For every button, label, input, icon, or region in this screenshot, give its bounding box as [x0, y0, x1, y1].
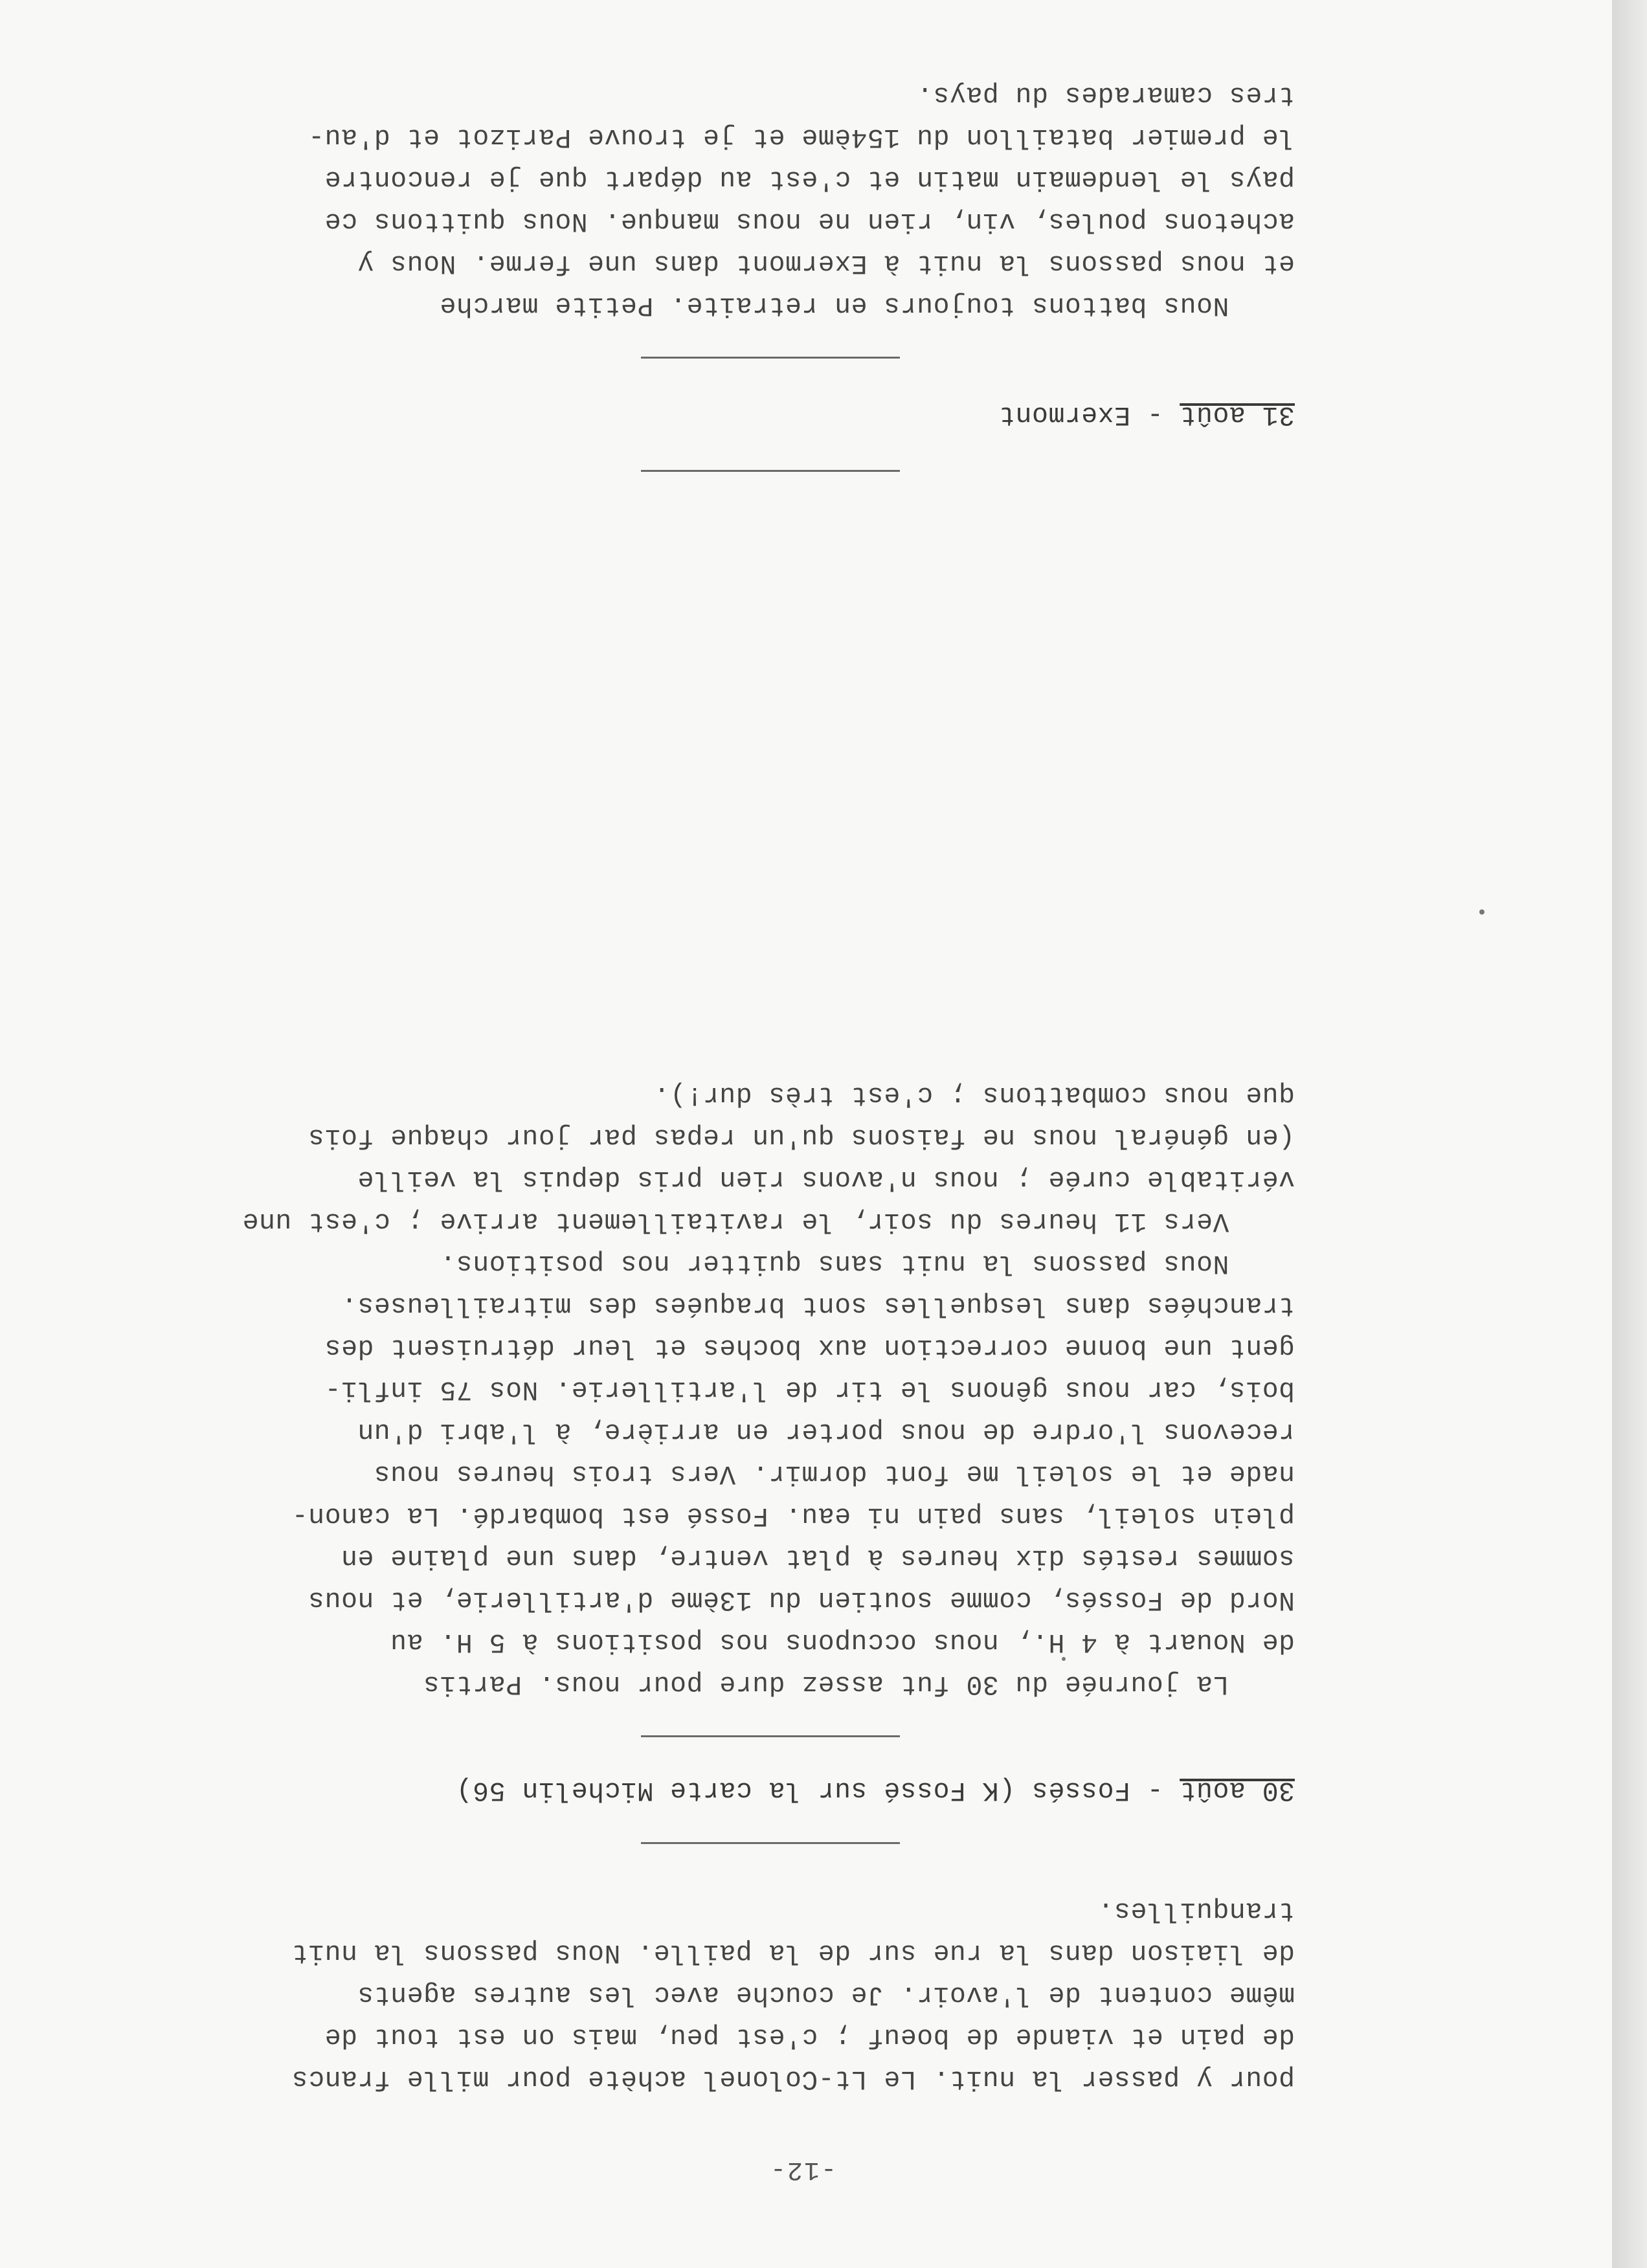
heading-date: 31 août — [1180, 399, 1295, 430]
separator-line — [641, 1842, 900, 1844]
text-line: de liaison dans la rue sur de la paille. Nous passons la nuit — [291, 1937, 1295, 1968]
section-heading-31-aout — [999, 399, 1295, 430]
paragraph-block-1 — [19, 1889, 1295, 2100]
text-line: plein soleil, sans pain ni eau. Fossé est bombardé. La canon- — [291, 1500, 1295, 1531]
scan-background-edge — [1612, 0, 1647, 2268]
heading-date: 30 août — [1180, 1775, 1295, 1805]
text-line: que nous combattons ; c'est très dur!). — [653, 1080, 1295, 1110]
text-line: tranchées dans lesquelles sont braquées des mitrailleuses. — [341, 1290, 1295, 1320]
separator-line — [641, 357, 900, 359]
text-line: recevons l'ordre de nous porter en arrière, à l'abri d'un — [357, 1416, 1295, 1447]
text-line: Nous passons la nuit sans quitter nos positions. — [439, 1248, 1295, 1278]
paper-speck — [1062, 1657, 1066, 1661]
text-line: nade et le soleil me font dormir. Vers trois heures nous — [374, 1458, 1295, 1489]
text-line: le premier bataillon du 154ème et je trouve Parizot et d'au- — [308, 122, 1295, 152]
text-line: Nord de Fossés, comme soutien du 13ème d'artillerie, et nous — [308, 1584, 1295, 1615]
heading-text: - Exermont — [998, 399, 1180, 430]
text-line: Nous battons toujours en retraite. Petite marche — [439, 290, 1295, 320]
text-line: pays le lendemain matin et c'est au départ que je rencontre — [324, 164, 1295, 194]
separator-line — [641, 1735, 900, 1737]
paper-speck — [1479, 909, 1485, 915]
text-line: sommes restés dix heures à plat ventre, dans une plaine en — [341, 1542, 1295, 1573]
section-heading-30-aout — [456, 1775, 1295, 1805]
paragraph-block-2 — [19, 1074, 1295, 1705]
text-line: Vers 11 heures du soir, le ravitaillement arrive ; c'est une — [242, 1206, 1295, 1236]
text-line: achetons poules, vin, rien ne nous manque. Nous quittons ce — [324, 206, 1295, 236]
text-line: véritable curée ; nous n'avons rien pris depuis la veille — [357, 1164, 1295, 1194]
text-line: pour y passer la nuit. Le Lt-Colonel achète pour mille francs — [291, 2063, 1295, 2094]
text-line: de pain et viande de boeuf ; c'est peu, mais on est tout de — [324, 2021, 1295, 2052]
text-line: tres camarades du pays. — [916, 80, 1295, 110]
heading-text: - Fossés (K Fossé sur la carte Michelin 56) — [456, 1775, 1180, 1805]
text-line: tranquilles. — [1097, 1895, 1295, 1926]
separator-line — [641, 470, 900, 472]
text-line: (en général nous ne faisons qu'un repas par jour chaque fois — [308, 1122, 1295, 1152]
text-line: bois, car nous gênons le tir de l'artillerie. Nos 75 infli- — [324, 1374, 1295, 1405]
text-line: gent une bonne correction aux boches et leur détruisent des — [324, 1332, 1295, 1362]
text-line: et nous passons la nuit à Exermont dans une ferme. Nous y — [357, 248, 1295, 278]
page-number: -12- — [769, 2155, 837, 2184]
paragraph-block-3 — [19, 74, 1295, 326]
text-line: même content de l'avoir. Je couche avec les autres agents — [357, 1979, 1295, 2010]
text-line: La journée du 30 fut assez dure pour nous. Partis — [423, 1669, 1295, 1699]
text-line: de Nouart à 4 H., nous occupons nos positions à 5 H. au — [390, 1627, 1295, 1657]
